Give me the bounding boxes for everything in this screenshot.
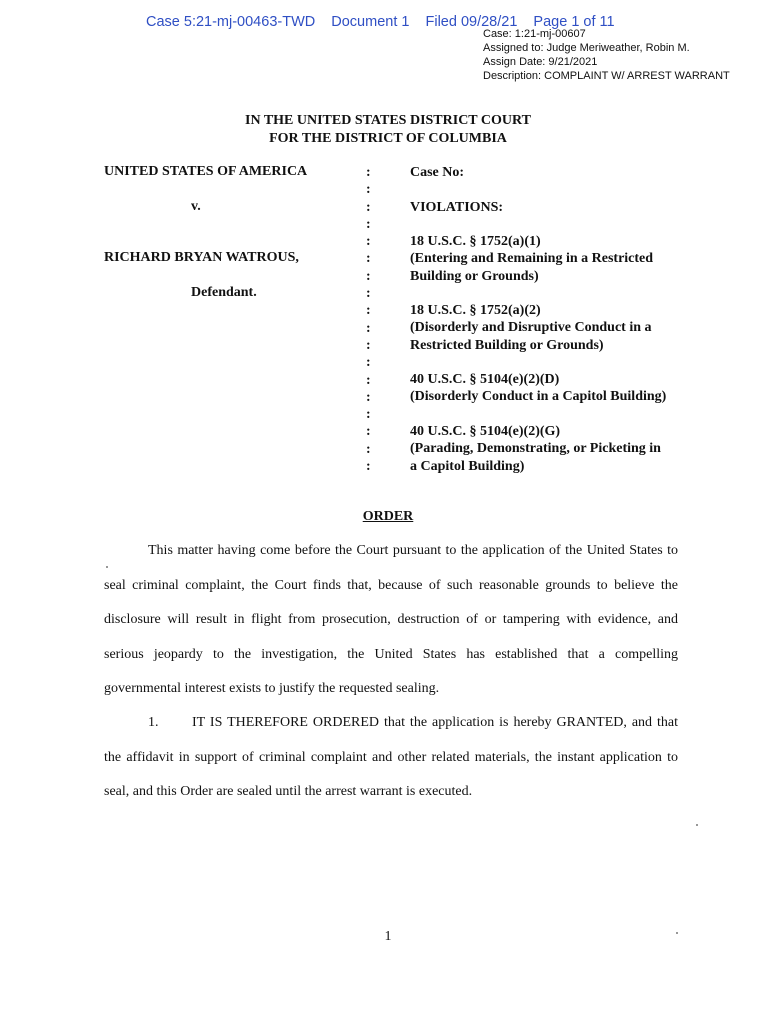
page-number: 1	[384, 929, 392, 944]
clerk-stamp	[483, 27, 730, 83]
violation-desc: (Entering and Remaining in a Restricted	[410, 251, 654, 267]
scan-speck	[696, 824, 698, 826]
ecf-page-count: Page 1 of 11	[533, 14, 615, 30]
court-line-1: IN THE UNITED STATES DISTRICT COURT	[245, 113, 531, 128]
violation-desc: (Parading, Demonstrating, or Picketing in	[410, 441, 661, 457]
violations-label: VIOLATIONS:	[410, 200, 504, 215]
scan-speck	[106, 566, 108, 568]
plaintiff-name: UNITED STATES OF AMERICA	[104, 164, 308, 179]
stamp-description: Description: COMPLAINT W/ ARREST WARRANT	[483, 70, 730, 82]
order-item-number: 1.	[148, 715, 159, 730]
violation-desc: a Capitol Building)	[410, 458, 525, 474]
order-intro-paragraph	[104, 534, 678, 707]
versus-label: v.	[191, 199, 201, 214]
order-item-1	[104, 706, 678, 810]
court-heading	[0, 112, 768, 148]
violation-code: 18 U.S.C. § 1752(a)(2)	[410, 303, 541, 318]
ecf-case-number: Case 5:21-mj-00463-TWD	[146, 14, 316, 30]
violation-3	[410, 371, 666, 406]
defendant-label: Defendant.	[191, 285, 257, 300]
defendant-name: RICHARD BRYAN WATROUS,	[104, 250, 299, 265]
violation-4	[410, 423, 661, 475]
court-line-2: FOR THE DISTRICT OF COLUMBIA	[269, 131, 507, 146]
ecf-filed-date: Filed 09/28/21	[425, 14, 518, 30]
order-title: ORDER	[362, 509, 414, 524]
violation-1	[410, 233, 653, 285]
stamp-assigned: Assigned to: Judge Meriweather, Robin M.	[483, 42, 690, 54]
ecf-document-number: Document 1	[331, 14, 410, 30]
order-intro-text: This matter having come before the Court pursuant to the application of the United States to seal criminal complaint, the Court finds that, because of such reasonable grounds to believe the disclosure will result in flight from prosecution, destruction of or tampering with evidence, and serious jeopardy to the investigation, the United States has established that a compelling governmental interest exists to justify the requested sealing.	[104, 543, 678, 696]
violation-desc: Restricted Building or Grounds)	[410, 337, 604, 353]
stamp-case: Case: 1:21-mj-00607	[483, 28, 586, 40]
order-item-text: IT IS THEREFORE ORDERED that the application is hereby GRANTED, and that the affidavit in support of criminal complaint and other related materials, the instant application to seal, and this Order are sealed until the arrest warrant is executed.	[104, 715, 678, 799]
case-no-label: Case No:	[410, 165, 465, 180]
caption-separator: : : : : : : : : : : : : : : : : : :	[366, 165, 371, 475]
violation-code: 18 U.S.C. § 1752(a)(1)	[410, 234, 541, 249]
violation-desc: (Disorderly and Disruptive Conduct in a	[410, 320, 652, 336]
violation-desc: (Disorderly Conduct in a Capitol Building)	[410, 389, 667, 405]
violation-code: 40 U.S.C. § 5104(e)(2)(G)	[410, 424, 561, 439]
stamp-assign-date: Assign Date: 9/21/2021	[483, 56, 598, 68]
violation-code: 40 U.S.C. § 5104(e)(2)(D)	[410, 372, 560, 387]
scan-speck	[676, 932, 678, 934]
violation-desc: Building or Grounds)	[410, 268, 539, 284]
violation-2	[410, 302, 652, 354]
